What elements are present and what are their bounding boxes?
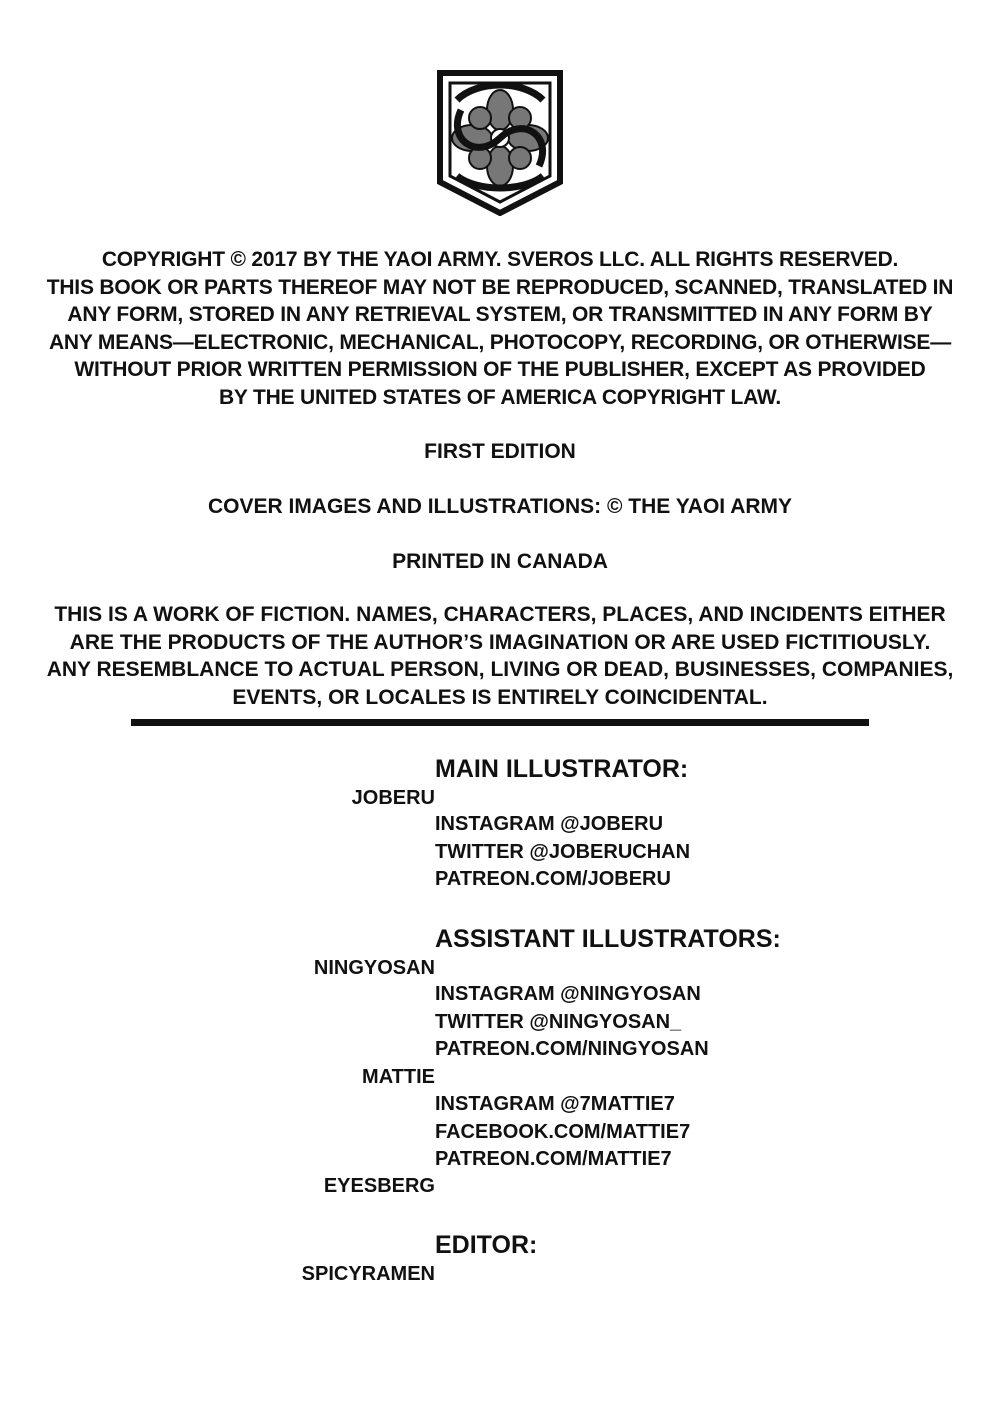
assistant-illustrators-heading: ASSISTANT ILLUSTRATORS:	[435, 925, 781, 953]
yaoi-army-crest-logo	[437, 70, 563, 216]
disclaimer-line: THIS IS A WORK OF FICTION. NAMES, CHARACTERS, PLACES, AND INCIDENTS EITHER	[54, 603, 946, 626]
handle-line: TWITTER @NINGYOSAN_	[435, 1010, 682, 1033]
handle-line: FACEBOOK.COM/MATTIE7	[435, 1120, 691, 1143]
main-illustrator-handles	[435, 811, 690, 894]
fiction-disclaimer	[0, 601, 1000, 711]
handle-line: TWITTER @JOBERUCHAN	[435, 840, 691, 863]
editor-name: SPICYRAMEN	[301, 1263, 435, 1285]
copyright-line: ANY MEANS—ELECTRONIC, MECHANICAL, PHOTOCOPY, RECORDING, OR OTHERWISE—	[48, 330, 952, 354]
ningyosan-handles	[435, 981, 709, 1064]
copyright-line: THIS BOOK OR PARTS THEREOF MAY NOT BE REPRODUCED, SCANNED, TRANSLATED IN	[46, 275, 954, 299]
section-divider	[131, 719, 869, 726]
disclaimer-line: ANY RESEMBLANCE TO ACTUAL PERSON, LIVING OR DEAD, BUSINESSES, COMPANIES,	[46, 658, 954, 681]
editor-heading: EDITOR:	[435, 1231, 538, 1259]
handle-line: PATREON.COM/NINGYOSAN	[435, 1038, 709, 1060]
edition-text: FIRST EDITION	[424, 440, 576, 463]
mattie-handles	[435, 1091, 690, 1174]
cover-credit-text: COVER IMAGES AND ILLUSTRATIONS: © THE YAOI ARMY	[207, 495, 793, 518]
handle-line: PATREON.COM/JOBERU	[435, 868, 671, 890]
assistant-name-mattie: MATTIE	[362, 1066, 435, 1088]
copyright-line: ANY FORM, STORED IN ANY RETRIEVAL SYSTEM, OR TRANSMITTED IN ANY FORM BY	[67, 303, 933, 326]
copyright-line: BY THE UNITED STATES OF AMERICA COPYRIGHT LAW.	[218, 385, 782, 409]
handle-line: INSTAGRAM @7MATTIE7	[435, 1093, 675, 1115]
copyright-notice	[0, 246, 1000, 411]
handle-line: INSTAGRAM @NINGYOSAN	[435, 983, 701, 1005]
disclaimer-line: EVENTS, OR LOCALES IS ENTIRELY COINCIDENTAL.	[232, 685, 768, 709]
assistant-name-ningyosan: NINGYOSAN	[313, 957, 435, 979]
assistant-name-eyesberg: EYESBERG	[323, 1175, 435, 1197]
disclaimer-line: ARE THE PRODUCTS OF THE AUTHOR’S IMAGINATION OR ARE USED FICTITIOUSLY.	[69, 630, 931, 654]
handle-line: INSTAGRAM @JOBERU	[435, 813, 664, 835]
printed-location-text: PRINTED IN CANADA	[392, 550, 608, 573]
main-illustrator-heading: MAIN ILLUSTRATOR:	[435, 755, 689, 783]
copyright-line: COPYRIGHT © 2017 BY THE YAOI ARMY. SVEROS LLC. ALL RIGHTS RESERVED.	[101, 248, 899, 271]
handle-line: PATREON.COM/MATTIE7	[435, 1148, 672, 1170]
main-illustrator-name: JOBERU	[351, 787, 435, 809]
copyright-line: WITHOUT PRIOR WRITTEN PERMISSION OF THE PUBLISHER, EXCEPT AS PROVIDED	[74, 358, 926, 381]
